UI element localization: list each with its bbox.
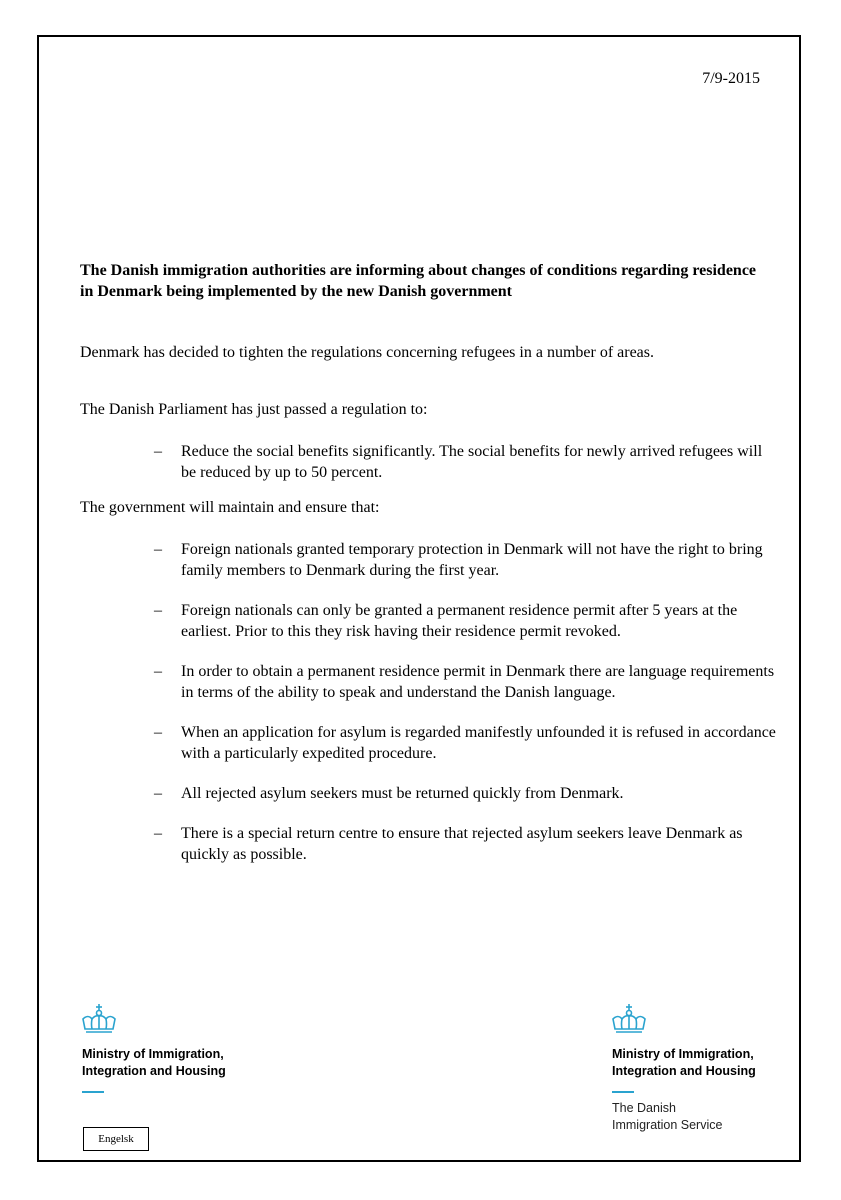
government-intro: The government will maintain and ensure that:: [80, 499, 380, 516]
list-item-text: There is a special return centre to ensure that rejected asylum seekers leave Denmark as quickly as possible.: [181, 825, 743, 863]
ministry-logo-right: [612, 1004, 756, 1134]
list-item: [80, 539, 780, 581]
parliament-list: [80, 441, 780, 483]
agency-name: The Danish Immigration Service: [612, 1101, 723, 1132]
logo-accent-rule: [82, 1091, 104, 1093]
dash-bullet: –: [154, 541, 162, 558]
document-date: 7/9-2015: [702, 70, 760, 87]
list-item-text: Foreign nationals granted temporary protection in Denmark will not have the right to bring family members to Denmark during the first year.: [181, 541, 763, 579]
list-item-text: Foreign nationals can only be granted a permanent residence permit after 5 years at the earliest. Prior to this they risk having their residence permit revoked.: [181, 602, 738, 640]
crown-icon: [612, 1004, 646, 1036]
ministry-name: Ministry of Immigration, Integration and Housing: [612, 1047, 756, 1078]
list-item: [80, 441, 780, 483]
list-item-text: When an application for asylum is regarded manifestly unfounded it is refused in accordance with a particularly expedited procedure.: [181, 724, 776, 762]
dash-bullet: –: [154, 663, 162, 680]
list-item-text: All rejected asylum seekers must be returned quickly from Denmark.: [181, 785, 624, 802]
logo-accent-rule: [612, 1091, 634, 1093]
list-item: [80, 823, 780, 865]
government-list: [80, 539, 780, 865]
dash-bullet: –: [154, 785, 162, 802]
list-item-text: In order to obtain a permanent residence permit in Denmark there are language requirements in terms of the ability to speak and understand the Danish language.: [181, 663, 775, 701]
list-item: [80, 661, 780, 703]
crown-icon: [82, 1004, 116, 1036]
ministry-name: Ministry of Immigration, Integration and Housing: [82, 1047, 226, 1078]
ministry-logo-left: [82, 1004, 226, 1093]
list-item: [80, 600, 780, 642]
language-tag: Engelsk: [83, 1127, 149, 1151]
list-item: [80, 783, 780, 804]
list-item: [80, 722, 780, 764]
intro-paragraph: Denmark has decided to tighten the regulations concerning refugees in a number of areas.: [80, 344, 655, 361]
parliament-intro: The Danish Parliament has just passed a regulation to:: [80, 401, 428, 418]
dash-bullet: –: [154, 724, 162, 741]
dash-bullet: –: [154, 443, 162, 460]
list-item-text: Reduce the social benefits significantly. The social benefits for newly arrived refugees will be reduced by up to 50 percent.: [181, 443, 763, 481]
dash-bullet: –: [154, 602, 162, 619]
document-heading: The Danish immigration authorities are informing about changes of conditions regarding residence in Denmark being implemented by the new Danish government: [80, 262, 757, 300]
dash-bullet: –: [154, 825, 162, 842]
